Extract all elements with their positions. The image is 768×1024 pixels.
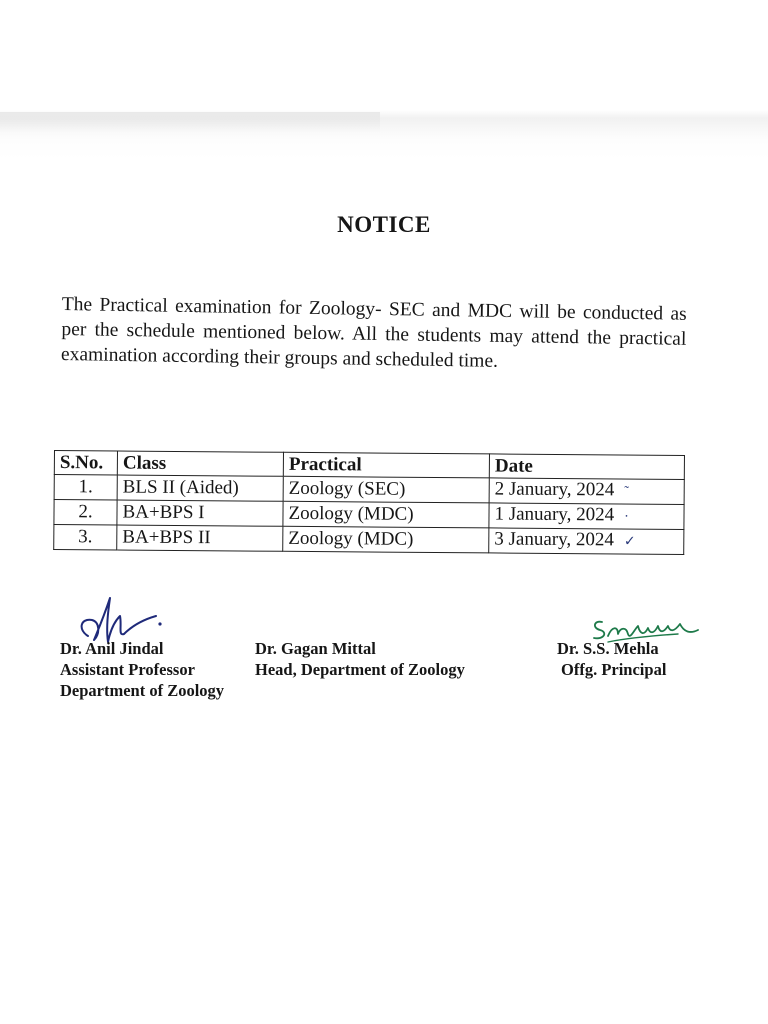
cell-practical: Zoology (SEC): [283, 476, 489, 503]
pen-mark-icon: ·: [624, 509, 629, 525]
cell-sno: 1.: [54, 475, 117, 500]
signatory-anil-jindal: [60, 638, 224, 701]
signatory-department: Department of Zoology: [60, 681, 225, 700]
header-practical: Practical: [283, 452, 489, 478]
notice-title: NOTICE: [337, 212, 431, 237]
signatory-name: Dr. Anil Jindal: [60, 639, 164, 658]
signatory-designation: Assistant Professor: [60, 660, 195, 679]
cell-sno: 3.: [54, 525, 117, 550]
signatory-gagan-mittal: [255, 638, 465, 680]
signatory-designation: Head, Department of Zoology: [255, 660, 465, 679]
cell-class: BA+BPS II: [117, 525, 283, 551]
cell-practical: Zoology (MDC): [283, 526, 489, 553]
date-text: 3 January, 2024: [494, 528, 615, 551]
notice-body: The Practical examination for Zoology- SEC and MDC will be conducted as per the schedule mentioned below. All the students may attend the practical examination according their groups and scheduled time.: [60, 293, 687, 372]
signatory-ss-mehla: [557, 638, 666, 680]
table-row: [54, 525, 684, 555]
check-mark-icon: ✓: [623, 534, 636, 550]
header-date: Date: [489, 454, 684, 480]
date-text: 2 January, 2024: [494, 478, 615, 501]
cell-date: [489, 528, 684, 555]
cell-date: [489, 503, 684, 530]
cell-date: [489, 478, 684, 505]
cell-class: BLS II (Aided): [117, 475, 283, 501]
schedule-table: [53, 450, 685, 555]
cell-practical: Zoology (MDC): [283, 501, 489, 528]
header-sno: S.No.: [54, 451, 117, 475]
signatory-designation: Offg. Principal: [561, 660, 667, 679]
cell-sno: 2.: [54, 500, 117, 525]
signatory-name: Dr. Gagan Mittal: [255, 639, 376, 658]
paper-shadow: [0, 112, 380, 132]
pen-mark-icon: ˜: [624, 484, 630, 500]
cell-class: BA+BPS I: [117, 500, 283, 526]
signatory-name: Dr. S.S. Mehla: [557, 639, 659, 658]
date-text: 1 January, 2024: [494, 503, 615, 526]
header-class: Class: [117, 451, 283, 476]
